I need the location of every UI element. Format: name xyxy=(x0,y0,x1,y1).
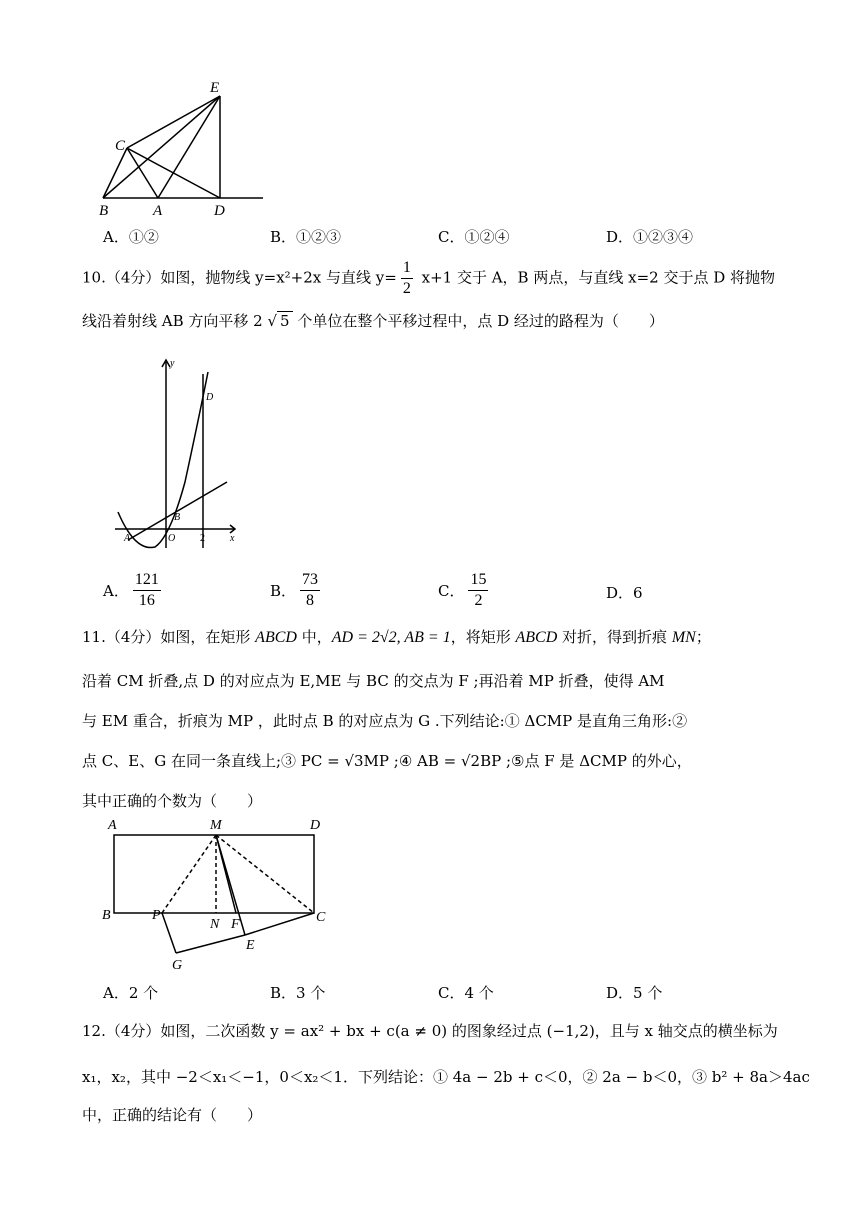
label-D: D xyxy=(214,203,225,218)
q9-figure xyxy=(95,78,270,218)
label-O: O xyxy=(168,533,176,544)
q10-graph xyxy=(110,352,245,552)
label-A: A xyxy=(108,818,117,833)
q10-option-b[interactable]: B． $\frac{73}{8}$ xyxy=(270,571,319,609)
label-G: G xyxy=(172,958,183,973)
q11-option-a[interactable]: A．2 个 xyxy=(103,984,159,1002)
q12-line-3: 中，正确的结论有（ ） xyxy=(82,1106,263,1124)
label-C: C xyxy=(316,910,326,925)
q10-fraction: $\frac{1}{2}$ xyxy=(402,259,411,297)
q10-line-1: 10.（4分）如图，抛物线 y=x²+2x 与直线 y= $\frac{1}{2}$ x+1 交于 A，B 两点，与直线 x=2 交于点 D 将抛物 xyxy=(82,259,776,297)
label-M: M xyxy=(210,818,222,833)
q11-line-3: 与 EM 重合，折痕为 MP ，此时点 B 的对应点为 G .下列结论:① ΔCMP 是直角三角形:② xyxy=(82,712,688,730)
q11-option-b[interactable]: B．3 个 xyxy=(270,984,326,1002)
axis-y-label: y xyxy=(170,358,175,369)
q9-option-b[interactable]: B．①②③ xyxy=(270,228,342,246)
q10-option-c[interactable]: C． $\frac{15}{2}$ xyxy=(438,571,487,609)
q10-option-d[interactable]: D．6 xyxy=(606,584,643,602)
q11-line-2: 沿着 CM 折叠,点 D 的对应点为 E,ME 与 BC 的交点为 F ;再沿着 MP 折叠，使得 AM xyxy=(82,672,665,690)
label-B: B xyxy=(99,203,109,218)
q9-option-c[interactable]: C．①②④ xyxy=(438,228,510,246)
q11-line-5: 其中正确的个数为（ ） xyxy=(82,792,263,810)
label-E: E xyxy=(210,80,220,96)
label-B: B xyxy=(174,512,181,523)
label-B: B xyxy=(102,908,111,923)
label-2: 2 xyxy=(200,533,205,544)
label-C: C xyxy=(115,138,126,154)
q11-line-4: 点 C、E、G 在同一条直线上;③ PC = √3MP ;④ AB = √2BP ;⑤点 F 是 ΔCMP 的外心， xyxy=(82,752,692,770)
q9-option-d[interactable]: D．①②③④ xyxy=(606,228,694,246)
label-D: D xyxy=(310,818,321,833)
q12-line-1: 12.（4分）如图，二次函数 y = ax² + bx + c(a ≠ 0) 的图象经过点 (−1,2)，且与 x 轴交点的横坐标为 xyxy=(82,1022,778,1040)
label-D: D xyxy=(206,392,214,403)
label-A: A xyxy=(153,203,163,218)
q11-line-1: 11.（4分）如图，在矩形 ABCD 中，AD = 2√2, AB = 1，将矩形 ABCD 对折，得到折痕 MN； xyxy=(82,628,711,646)
q11-option-d[interactable]: D．5 个 xyxy=(606,984,663,1002)
q10-line-2: 线沿着射线 AB 方向平移 2 √ 5 个单位在整个平移过程中，点 D 经过的路程为（ ） xyxy=(82,312,664,330)
label-N: N xyxy=(210,917,220,932)
q12-line-2: x₁，x₂，其中 −2＜x₁＜−1，0＜x₂＜1．下列结论：① 4a − 2b + c＜0，② 2a − b＜0，③ b² + 8a＞4ac xyxy=(82,1068,810,1086)
axis-x-label: x xyxy=(230,533,235,544)
label-F: F xyxy=(231,917,240,932)
q9-option-a[interactable]: A．①② xyxy=(103,228,159,246)
label-E: E xyxy=(246,938,255,953)
label-P: P xyxy=(152,908,161,923)
label-A: A xyxy=(124,533,131,544)
q10-option-a[interactable]: A． $\frac{121}{16}$ xyxy=(103,571,159,609)
sqrt-symbol: √ xyxy=(267,312,278,330)
q11-option-c[interactable]: C．4 个 xyxy=(438,984,494,1002)
q11-figure xyxy=(100,815,340,975)
